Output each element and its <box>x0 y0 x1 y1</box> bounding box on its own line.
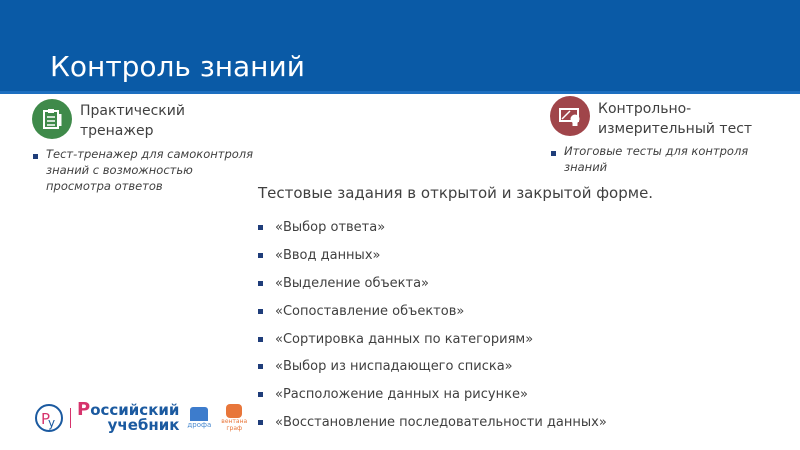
svg-text:y: y <box>48 415 56 430</box>
right-heading-line: Контрольно- <box>598 101 692 117</box>
right-description: Итоговые тесты для контроля знаний <box>564 144 749 174</box>
right-heading-line: измерительный тест <box>598 121 753 137</box>
list-item: «Сопоставление объектов» <box>258 297 607 325</box>
bullet-marker <box>33 154 38 159</box>
drofa-logo: дрофа <box>187 407 211 429</box>
list-item: «Сортировка данных по категориям» <box>258 325 607 353</box>
rossiyskiy-uchebnik-logo <box>34 399 251 434</box>
list-item: «Расположение данных на рисунке» <box>258 381 607 409</box>
list-item: «Выделение объекта» <box>258 270 607 298</box>
logo-text: Российский учебник <box>77 399 180 434</box>
left-description: Тест-тренажер для самоконтроля знаний с возможностью просмотра ответов <box>46 147 254 193</box>
list-item: «Восстановление последовательности данных» <box>258 409 607 437</box>
task-types-list <box>258 214 607 436</box>
bullet-marker <box>551 151 556 156</box>
list-item: «Выбор из ниспадающего списка» <box>258 353 607 381</box>
main-title: Тестовые задания в открытой и закрытой форме. <box>258 184 654 202</box>
ru-logo-icon <box>34 403 64 433</box>
clipboard-icon <box>32 99 72 139</box>
certificate-icon <box>550 96 590 136</box>
svg-text:P: P <box>41 409 51 428</box>
left-heading-line: Практический <box>80 103 185 119</box>
left-heading-line: тренажер <box>80 123 154 139</box>
left-heading <box>80 101 185 141</box>
slide-title: Контроль знаний <box>50 50 305 83</box>
slide-header <box>0 0 800 94</box>
list-item: «Выбор ответа» <box>258 214 607 242</box>
right-heading <box>598 99 752 139</box>
list-item: «Ввод данных» <box>258 242 607 270</box>
ventana-graf-logo: вентана граф <box>217 404 251 432</box>
